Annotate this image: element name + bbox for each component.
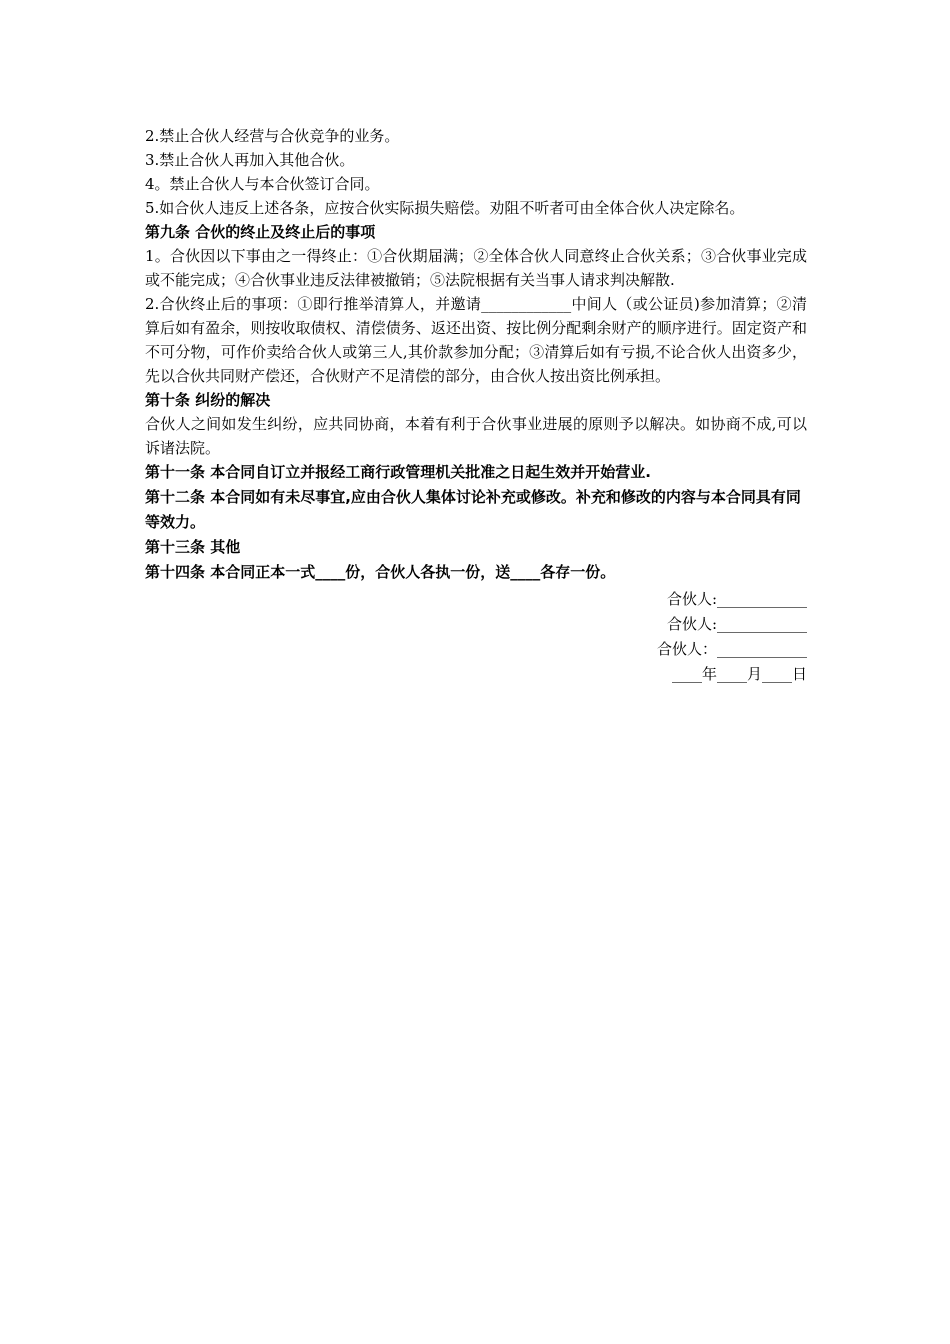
clause-9-item-1: 1。合伙因以下事由之一得终止：①合伙期届满；②全体合伙人同意终止合伙关系；③合伙事业完成或不能完成；④合伙事业违反法律被撤销；⑤法院根据有关当事人请求判决解散. <box>145 247 807 289</box>
clause-10-body: 合伙人之间如发生纠纷，应共同协商，本着有利于合伙事业进展的原则予以解决。如协商不成,可以诉诸法院。 <box>145 415 807 457</box>
clause-11: 第十一条 本合同自订立并报经工商行政管理机关批准之日起生效并开始营业. <box>145 463 651 481</box>
clause-8-item-3: 3.禁止合伙人再加入其他合伙。 <box>145 151 355 169</box>
clause-9-item-2: 2.合伙终止后的事项：①即行推举清算人，并邀请____________中间人（或公证员)参加清算；②清算后如有盈余，则按收取债权、清偿债务、返还出资、按比例分配剩余财产的顺序进行。固定资产和不可分物，可作价卖给合伙人或第三人,其价款参加分配；③清算后如有亏损,不论合伙人出资多少，先以合伙共同财产偿还，合伙财产不足清偿的部分，由合伙人按出资比例承担。 <box>145 295 807 385</box>
document-page <box>145 124 807 687</box>
clause-8-item-2: 2.禁止合伙人经营与合伙竞争的业务。 <box>145 127 400 145</box>
clause-14: 第十四条 本合同正本一式____份，合伙人各执一份，送____各存一份。 <box>145 563 616 581</box>
signature-partner-1: 合伙人:____________ <box>666 590 807 608</box>
signature-partner-3: 合伙人：____________ <box>656 640 807 658</box>
clause-10-heading: 第十条 纠纷的解决 <box>145 391 271 409</box>
signature-block <box>145 587 807 687</box>
clause-12: 第十二条 本合同如有未尽事宜,应由合伙人集体讨论补充或修改。补充和修改的内容与本合同具有同等效力。 <box>145 488 801 531</box>
clause-13: 第十三条 其他 <box>145 538 241 556</box>
signature-partner-2: 合伙人:____________ <box>666 615 807 633</box>
clause-8-item-4: 4。禁止合伙人与本合伙签订合同。 <box>145 175 380 193</box>
clause-9-heading: 第九条 合伙的终止及终止后的事项 <box>145 223 376 241</box>
clause-8-item-5: 5.如合伙人违反上述各条，应按合伙实际损失赔偿。劝阻不听者可由全体合伙人决定除名。 <box>145 199 745 217</box>
signature-date: ____年____月____日 <box>671 665 807 683</box>
